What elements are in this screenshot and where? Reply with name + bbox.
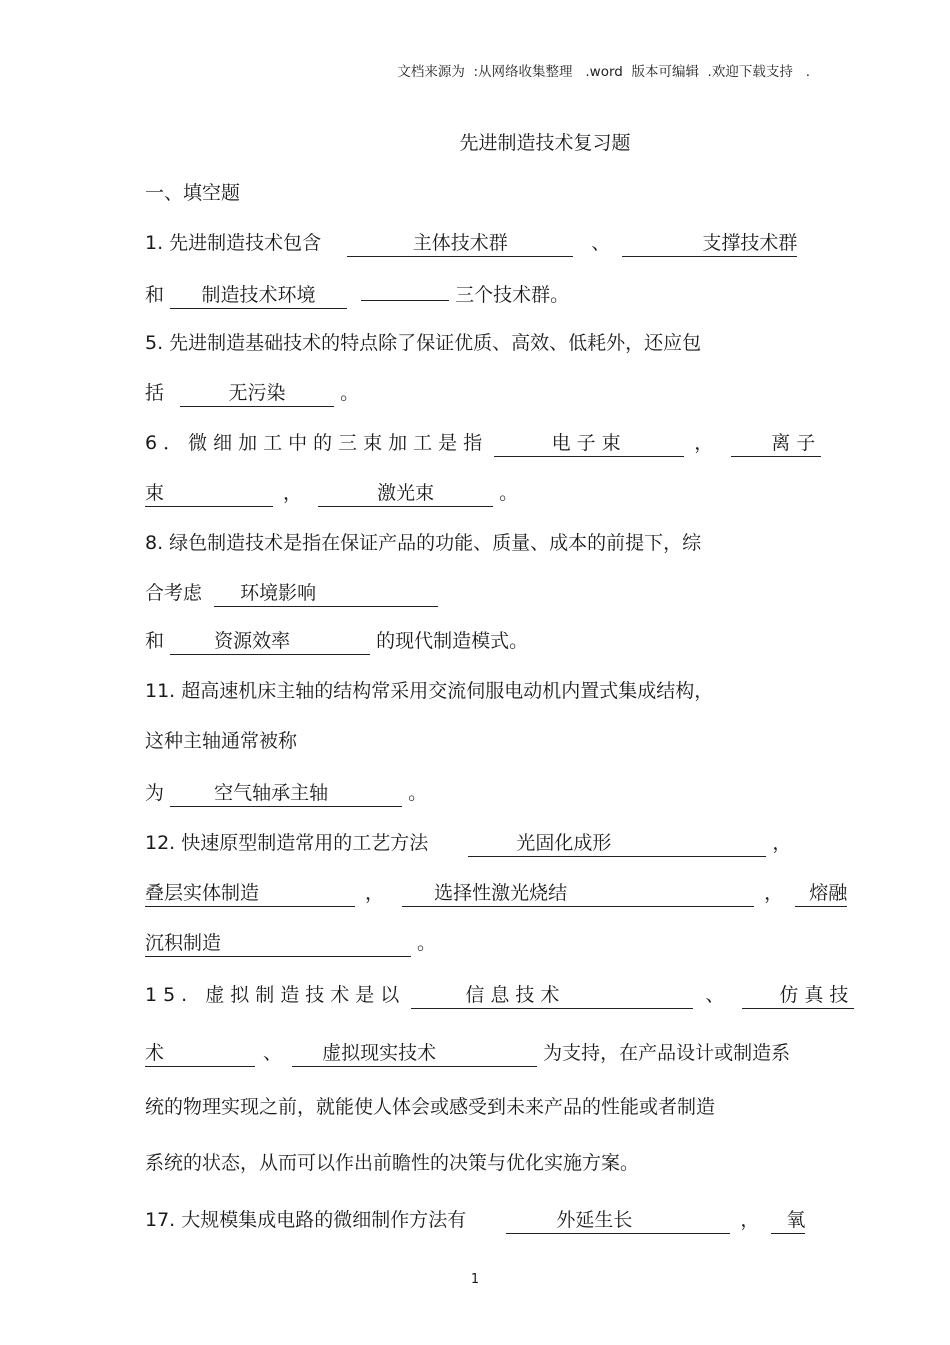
question-5-line-1: 5. 先进制造基础技术的特点除了保证优质、高效、低耗外，还应包 [145,332,702,354]
document-title: 先进制造技术复习题 [459,132,631,154]
separator: 、 [263,1042,283,1064]
question-11-line-3 [145,780,427,807]
answer-blank: 激光束 [318,482,493,507]
answer-blank: 叠层实体制造 [145,882,355,907]
answer-blank: 离子 [731,432,821,457]
question-8-line-2 [145,580,438,607]
question-text: 为 [145,782,165,804]
question-5-line-2 [145,380,359,407]
question-12-line-2 [145,880,847,907]
question-text: 合考虑 [145,582,203,604]
question-1-line-1 [145,230,797,257]
page-header: 文档来源为 :从网络收集整理 .word 版本可编辑 .欢迎下载支持 . [397,64,810,80]
question-text: 12. 快速原型制造常用的工艺方法 [145,832,429,854]
answer-blank: 束 [145,482,273,507]
answer-blank: 制造技术环境 [170,284,347,309]
separator: 、 [705,984,725,1006]
question-text: 的现代制造模式。 [376,630,529,652]
question-text: 15. 虚拟制造技术是以 [145,984,406,1006]
separator: ， [764,882,784,904]
question-text: 三个技术群。 [455,284,570,306]
question-15-line-4: 系统的状态，从而可以作出前瞻性的决策与优化实施方案。 [145,1152,640,1174]
question-12-line-3 [145,930,436,957]
question-11-line-2: 这种主轴通常被称 [145,730,298,752]
question-text: 。 [408,782,428,804]
question-1-line-2 [145,282,569,309]
answer-blank: 主体技术群 [347,232,573,257]
question-12-line-1 [145,830,791,857]
answer-blank: 选择性激光烧结 [402,882,754,907]
separator: 、 [591,232,611,254]
question-text: 6．微细加工中的三束加工是指 [145,432,489,454]
separator: ， [772,832,792,854]
section-heading: 一、填空题 [145,182,241,204]
separator: ， [365,882,385,904]
answer-blank: 术 [145,1042,255,1067]
question-text: 17. 大规模集成电路的微细制作方法有 [145,1209,467,1231]
question-text: 。 [340,382,360,404]
answer-blank: 无污染 [180,382,334,407]
separator: ， [283,482,303,504]
separator: ， [694,432,714,454]
question-17-line-1 [145,1207,805,1234]
answer-blank: 支撑技术群 [622,232,797,257]
answer-blank: 环境影响 [214,582,438,607]
question-6-line-2 [145,480,518,507]
answer-blank: 信息技术 [411,984,693,1009]
question-text: 和 [145,284,165,306]
question-11-line-1: 11. 超高速机床主轴的结构常采用交流伺服电动机内置式集成结构， [145,680,714,702]
question-text: 为支持，在产品设计或制造系 [543,1042,791,1064]
question-text: 。 [499,482,519,504]
question-15-line-1 [145,982,854,1009]
question-8-line-1: 8. 绿色制造技术是指在保证产品的功能、质量、成本的前提下，综 [145,532,702,554]
page-number: 1 [470,1272,480,1287]
answer-blank: 沉积制造 [145,932,411,957]
question-6-line-1 [145,430,821,457]
answer-blank: 空气轴承主轴 [170,782,402,807]
question-15-line-2 [145,1040,790,1067]
question-text: 括 [145,382,165,404]
answer-blank: 氧 [771,1209,805,1234]
answer-blank: 电子束 [494,432,684,457]
separator: ， [740,1209,760,1231]
question-15-line-3: 统的物理实现之前，就能使人体会或感受到未来产品的性能或者制造 [145,1096,716,1118]
answer-blank: 光固化成形 [468,832,766,857]
question-text: 。 [417,932,437,954]
question-text: 1. 先进制造技术包含 [145,232,322,254]
answer-blank: 熔融 [795,882,847,907]
question-text: 和 [145,630,165,652]
answer-blank-empty [361,298,449,301]
answer-blank: 仿真技 [742,984,854,1009]
answer-blank: 资源效率 [170,630,370,655]
answer-blank: 外延生长 [506,1209,730,1234]
question-8-line-3 [145,628,528,655]
answer-blank: 虚拟现实技术 [292,1042,537,1067]
